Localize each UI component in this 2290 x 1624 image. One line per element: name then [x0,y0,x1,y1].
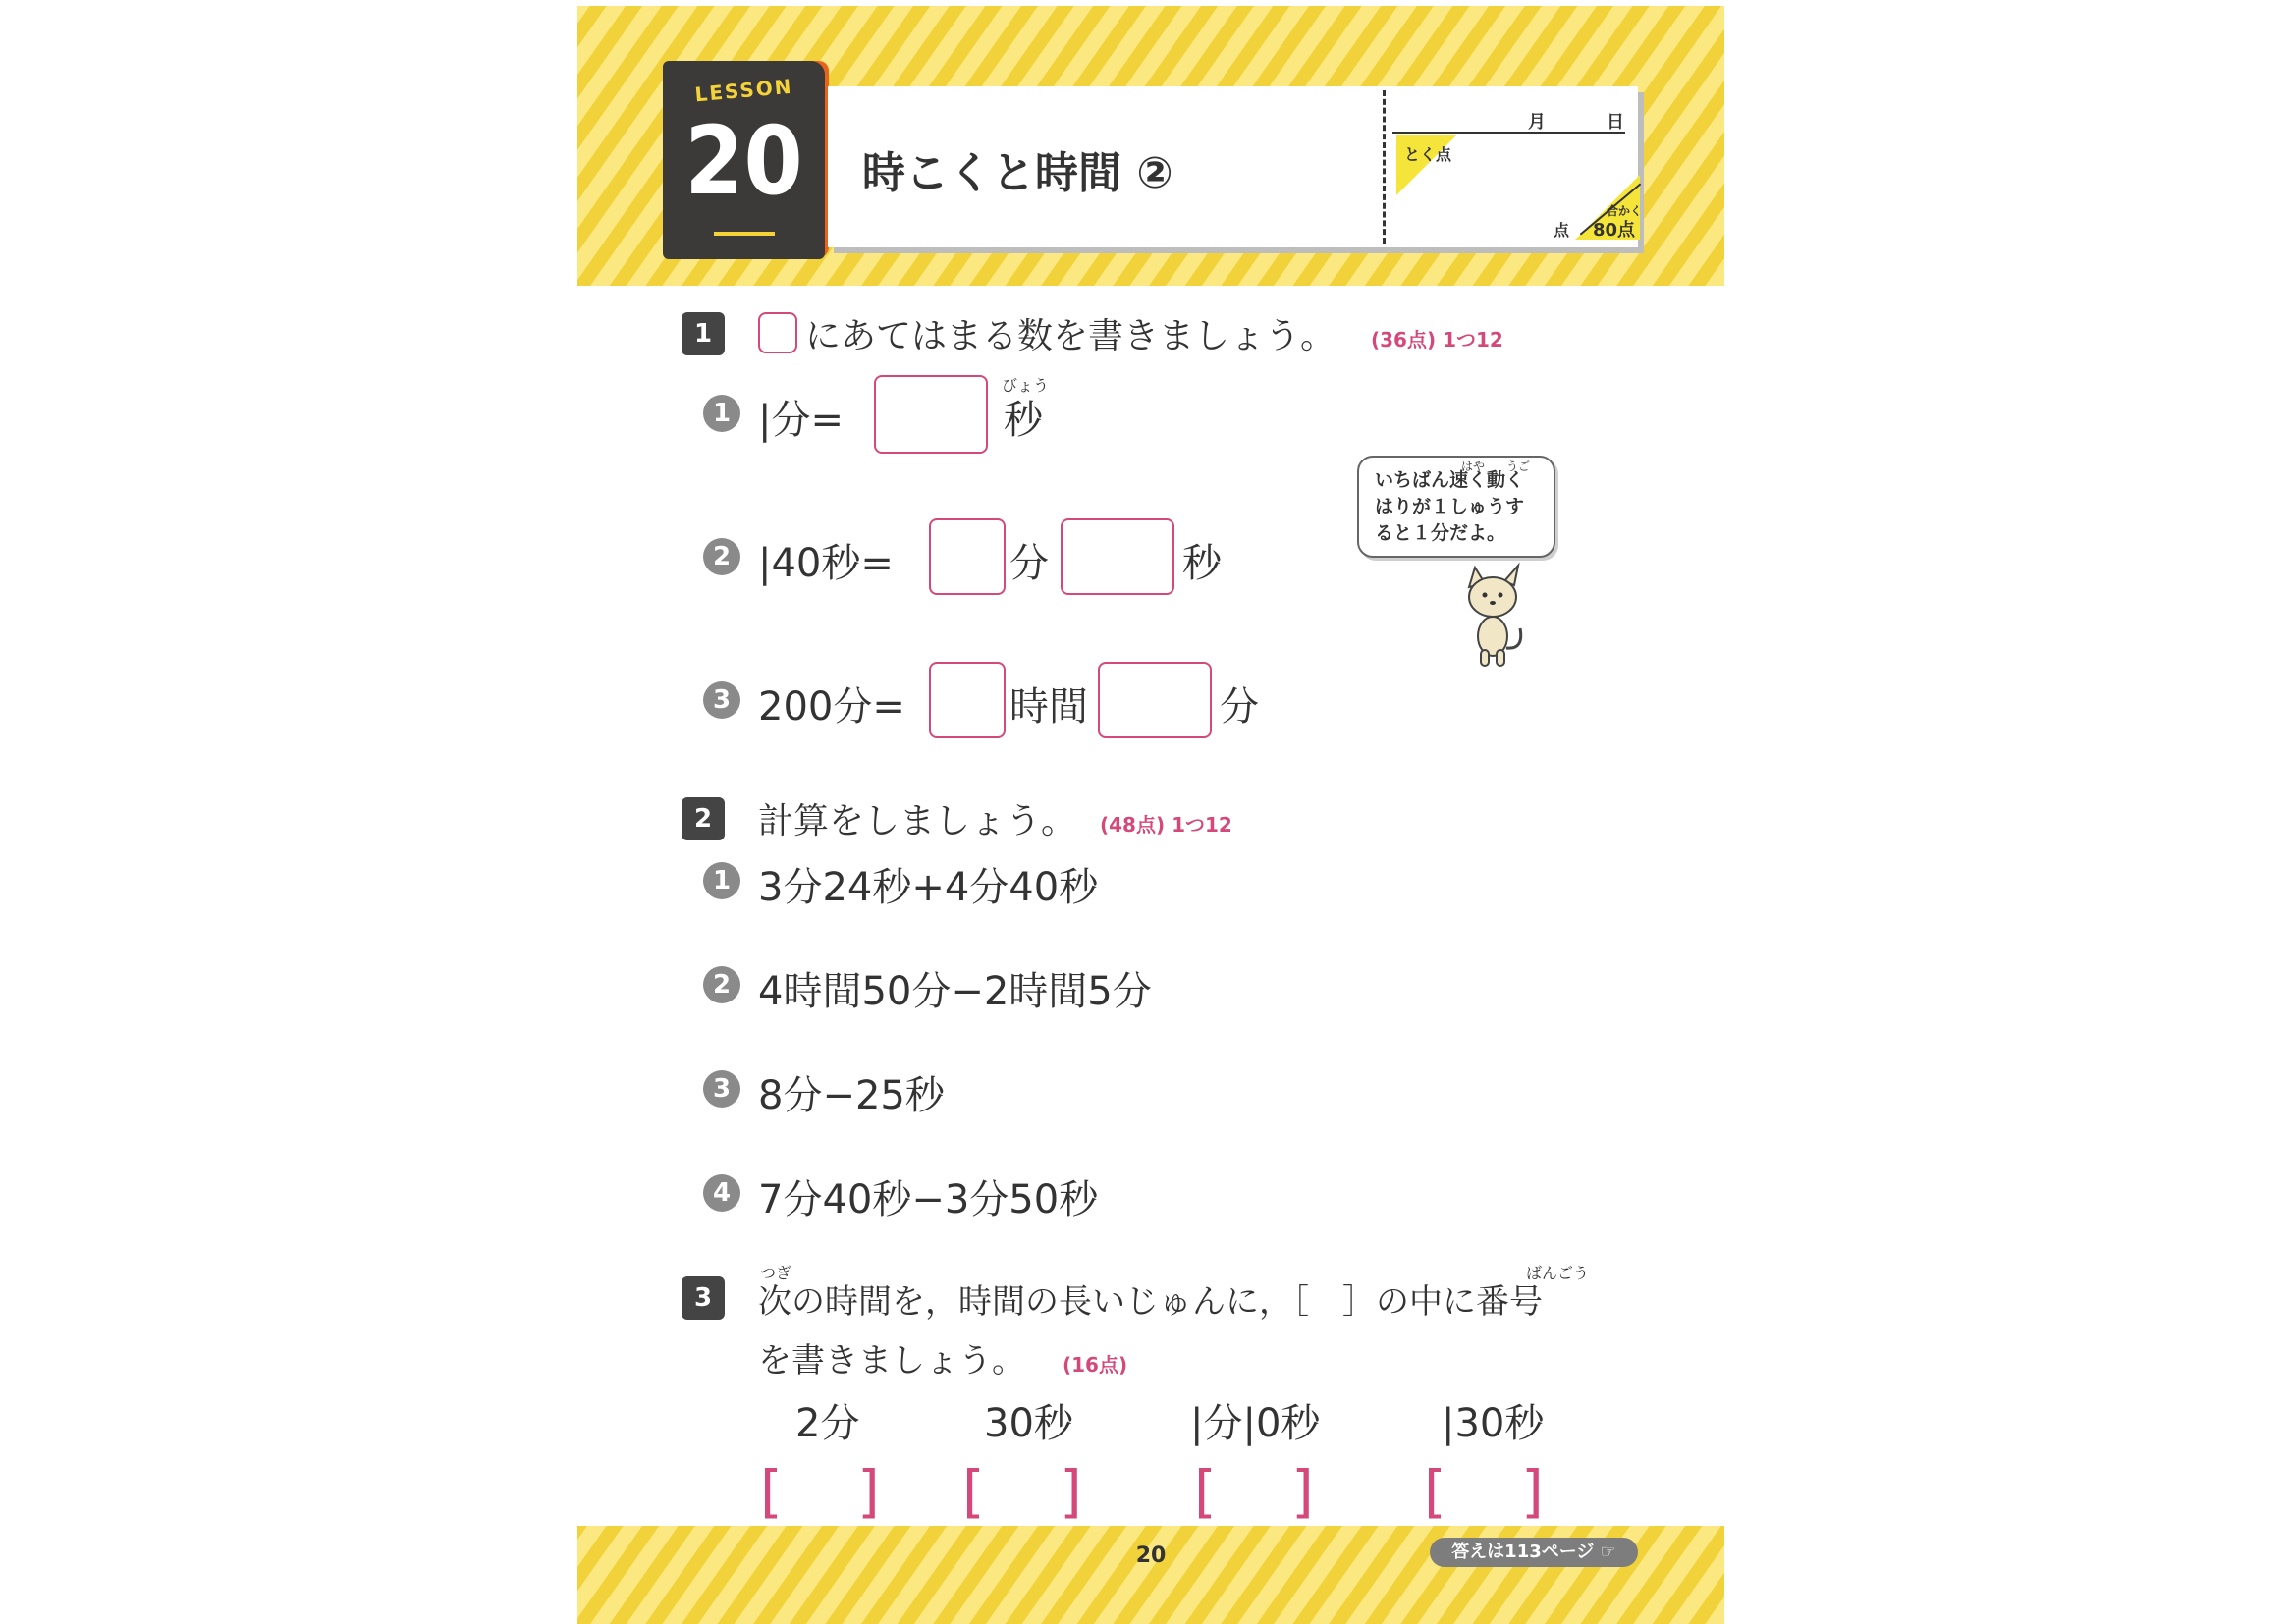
q3-answer-bracket-2[interactable]: [ ] [962,1458,1082,1525]
q2-item-3-number: 3 [703,1070,740,1108]
q3-ruby-2: ばんごう [1526,1264,1590,1282]
q1-instruction-box-icon [758,312,797,353]
q3-option-1: 2分 [795,1401,860,1446]
date-line [1392,132,1625,134]
q1-item-2-number: 2 [703,538,740,575]
q2-item-2-number: 2 [703,966,740,1003]
score-label: とく点 [1404,145,1452,164]
q3-answer-bracket-4[interactable]: [ ] [1424,1458,1544,1525]
q2-item-3-text: 8分−25秒 [758,1073,945,1118]
question-1-points: (36点) 1つ12 [1371,328,1503,352]
q1-item-3-mid: 時間 [1009,684,1088,730]
q1-item-2-answer-box-a[interactable] [929,518,1006,595]
q3-option-4: |30秒 [1442,1401,1545,1446]
bubble-line-1: いちばん速く動く [1375,469,1525,491]
q1-item-3-left: 200分= [758,684,905,730]
points-unit: 点 [1554,221,1570,240]
bubble-ruby-1: はや [1461,460,1486,473]
q1-item-1-left: |分= [758,398,844,443]
q3-option-2: 30秒 [984,1401,1073,1446]
bubble-ruby-2: うご [1506,460,1531,473]
day-label: 日 [1607,112,1624,133]
question-2-points: (48点) 1つ12 [1100,813,1232,837]
speech-bubble-text [1375,467,1542,547]
q2-item-2-text: 4時間50分−2時間5分 [758,969,1152,1014]
q1-item-1-answer-box[interactable] [874,375,988,454]
q3-option-3: |分|0秒 [1190,1401,1321,1446]
q2-item-1-text: 3分24秒+4分40秒 [758,865,1099,910]
worksheet-page [577,0,1724,1624]
cat-character-icon [1461,560,1530,673]
question-3-number: 3 [682,1276,725,1320]
lesson-word: LESSON [693,74,794,107]
pass-label-value: 80点 [1593,220,1636,241]
q1-item-3-answer-box-a[interactable] [929,662,1006,738]
title-divider [1383,90,1386,244]
lesson-number: 20 [684,106,803,216]
question-3-points: (16点) [1063,1353,1128,1377]
q2-item-4-text: 7分40秒−3分50秒 [758,1177,1099,1222]
bubble-line-3: ると１分だよ。 [1375,522,1506,544]
q3-answer-bracket-1[interactable]: [ ] [760,1458,880,1525]
q1-item-3-answer-box-b[interactable] [1098,662,1212,738]
page-title: 時こくと時間 ② [862,148,1173,198]
question-1-number: 1 [682,312,725,355]
page-number: 20 [1135,1543,1167,1568]
answer-reference-link[interactable]: 答えは113ページ ☞ [1430,1538,1638,1567]
q2-item-4-number: 4 [703,1174,740,1212]
lesson-badge [663,61,825,259]
q1-item-3-right: 分 [1220,684,1259,730]
q3-ruby-1: つぎ [760,1264,792,1282]
q1-item-2-left: |40秒= [758,541,894,586]
month-label: 月 [1528,112,1546,133]
bubble-line-2: はりが１しゅうす [1375,496,1525,517]
lesson-underline [714,232,775,236]
q1-item-3-number: 3 [703,681,740,719]
q3-answer-bracket-3[interactable]: [ ] [1194,1458,1314,1525]
q1-item-2-right: 秒 [1182,541,1222,586]
q2-item-1-number: 1 [703,862,740,899]
q1-item-2-answer-box-b[interactable] [1061,518,1174,595]
question-2-number: 2 [682,797,725,840]
question-3-line-2: を書きましょう。 [758,1341,1025,1380]
pass-label-top: 合かく [1607,204,1643,218]
q1-item-1-number: 1 [703,395,740,432]
q1-item-1-ruby: びょう [1002,376,1050,395]
q1-item-2-mid: 分 [1009,541,1049,586]
question-1-text: にあてはまる数を書きましょう。 [805,316,1336,356]
question-3-line-1: 次の時間を，時間の長いじゅんに，［ ］の中に番号 [758,1282,1543,1322]
question-2-text: 計算をしましょう。 [758,801,1077,841]
q1-item-1-right: 秒 [1004,398,1043,443]
